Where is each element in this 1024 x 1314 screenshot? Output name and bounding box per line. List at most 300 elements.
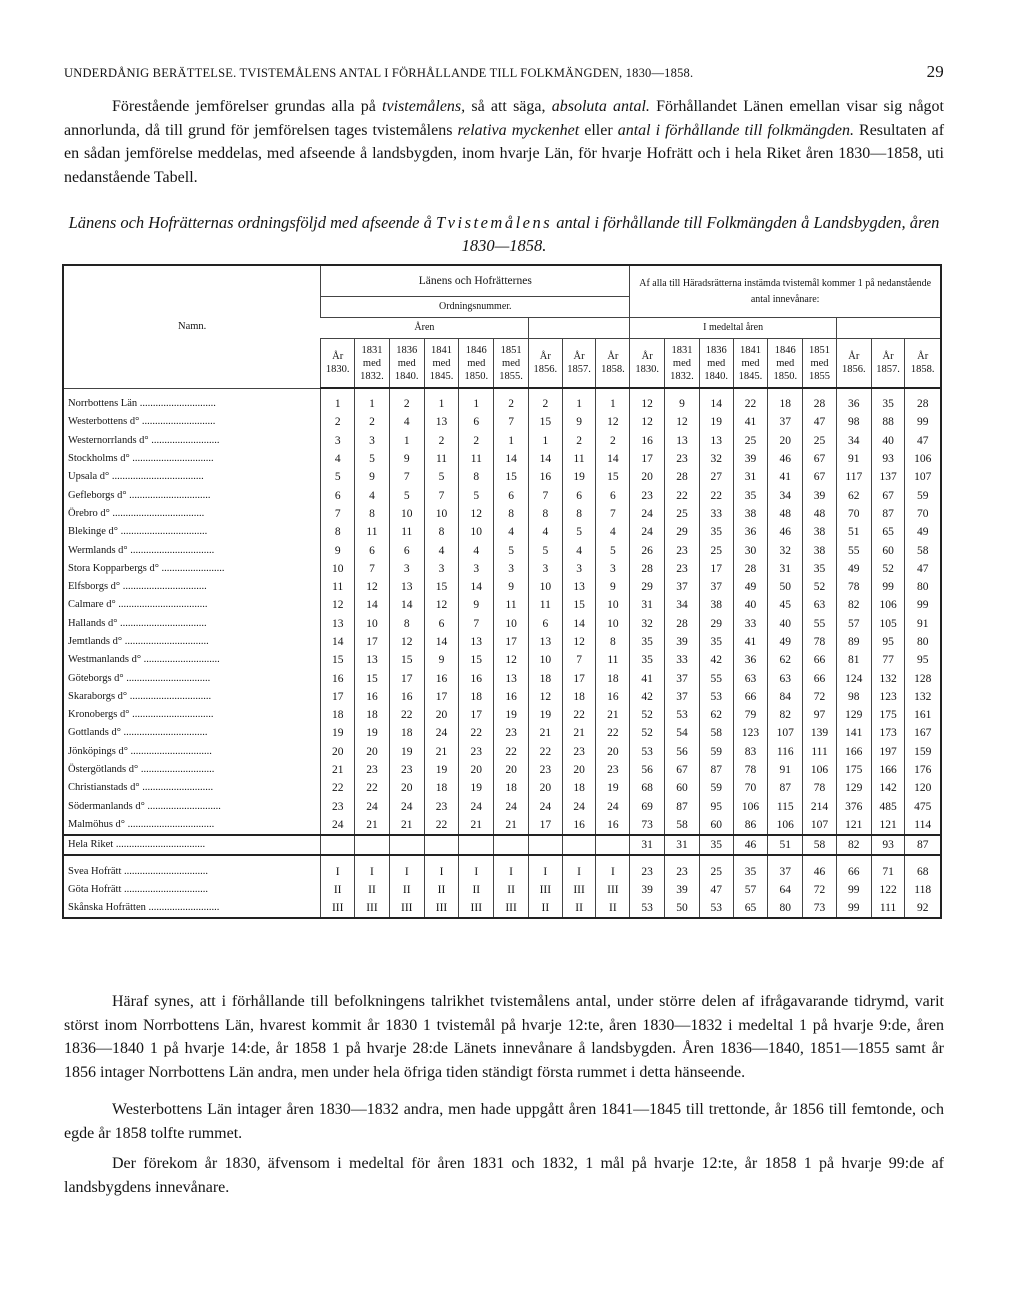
rank-cell: 12 (459, 505, 494, 523)
spacer-cell (562, 855, 596, 862)
inhabitants-cell: 81 (836, 651, 871, 669)
inhabitants-cell: 87 (768, 779, 803, 797)
rank-cell: I (459, 862, 494, 880)
inhabitants-cell: 22 (665, 486, 700, 504)
inhabitants-cell: 99 (871, 578, 905, 596)
rank-cell: III (528, 881, 562, 899)
spacer-cell (905, 855, 941, 862)
inhabitants-cell: 48 (768, 505, 803, 523)
rank-cell: 22 (355, 779, 390, 797)
rank-cell: 3 (389, 560, 424, 578)
table-row (63, 578, 941, 596)
inhabitants-cell: 116 (768, 743, 803, 761)
spacer-cell (424, 388, 459, 395)
inhabitants-cell: 32 (768, 541, 803, 559)
rank-cell: 13 (459, 633, 494, 651)
inhabitants-cell: 62 (836, 486, 871, 504)
inhabitants-cell: 141 (836, 724, 871, 742)
rank-cell: 4 (355, 486, 390, 504)
rank-cell: 21 (459, 816, 494, 835)
inhabitants-cell: 67 (871, 486, 905, 504)
rank-cell: 7 (596, 505, 630, 523)
inhabitants-cell: 23 (665, 541, 700, 559)
rank-cell: 19 (494, 706, 529, 724)
inhabitants-cell: 72 (803, 881, 837, 899)
table-row (63, 486, 941, 504)
rank-cell: 16 (459, 669, 494, 687)
table-row (63, 505, 941, 523)
inhabitants-cell: 132 (905, 688, 941, 706)
rank-cell: 24 (459, 798, 494, 816)
inhabitants-cell: 59 (905, 486, 941, 504)
inhabitants-cell: 53 (699, 899, 733, 918)
inhabitants-cell: 23 (630, 862, 665, 880)
rank-cell: 22 (321, 779, 355, 797)
rank-cell: 4 (424, 541, 459, 559)
inhabitants-cell: 41 (630, 669, 665, 687)
rank-cell: 19 (355, 724, 390, 742)
table-row (63, 761, 941, 779)
row-name: Göteborgs d° ................................ (63, 669, 321, 687)
inhabitants-cell: 52 (630, 724, 665, 742)
rank-cell: 6 (355, 541, 390, 559)
rank-cell: 7 (389, 468, 424, 486)
inhabitants-cell: 67 (803, 468, 837, 486)
rank-cell: 17 (321, 688, 355, 706)
inhabitants-cell: 39 (665, 633, 700, 651)
rank-cell: 1 (459, 395, 494, 413)
inhabitants-cell: 50 (768, 578, 803, 596)
intro-emphasis: relativa myckenhet (457, 121, 580, 139)
rank-cell: 14 (494, 450, 529, 468)
rank-cell: 11 (355, 523, 390, 541)
inhabitants-cell: 83 (733, 743, 768, 761)
inhabitants-cell: 107 (768, 724, 803, 742)
rank-cell: 20 (562, 761, 596, 779)
intro-text: så att säga, (465, 98, 552, 115)
inhabitants-cell: 38 (803, 523, 837, 541)
rank-cell: 3 (528, 560, 562, 578)
inhabitants-cell: 77 (871, 651, 905, 669)
inhabitants-cell: 17 (630, 450, 665, 468)
rank-cell: 14 (389, 596, 424, 614)
rank-cell: 22 (494, 743, 529, 761)
rank-cell: 12 (389, 633, 424, 651)
spacer-cell (494, 855, 529, 862)
rank-cell: 2 (528, 395, 562, 413)
inhabitants-cell: 41 (768, 468, 803, 486)
rank-cell: 17 (528, 816, 562, 835)
rank-cell: 5 (596, 541, 630, 559)
column-header-rank: 1846 med 1850. (459, 339, 494, 389)
rank-cell: 8 (528, 505, 562, 523)
inhabitants-cell: 47 (803, 413, 837, 431)
inhabitants-cell: 35 (699, 633, 733, 651)
rank-cell: 21 (596, 706, 630, 724)
aren-header-left-blank (528, 318, 629, 339)
rank-cell: 17 (389, 669, 424, 687)
inhabitants-cell: 31 (665, 835, 700, 855)
inhabitants-cell: 25 (699, 862, 733, 880)
caption-text: Länens och Hofrätternas ordningsföljd med afseende å (68, 213, 436, 232)
intro-emphasis: tvistemålens, (382, 98, 466, 115)
rank-cell: 11 (562, 450, 596, 468)
rank-cell: 23 (389, 761, 424, 779)
inhabitants-cell: 40 (768, 615, 803, 633)
table-row (63, 560, 941, 578)
rank-cell: III (424, 899, 459, 918)
inhabitants-cell: 13 (699, 432, 733, 450)
column-header-inhabitants: År 1857. (871, 339, 905, 389)
rank-cell: II (596, 899, 630, 918)
row-name: Westmanlands d° ............................. (63, 651, 321, 669)
intro-text: Förestående jemförelser grundas alla på (112, 98, 383, 115)
inhabitants-cell: 47 (905, 432, 941, 450)
running-head (64, 62, 944, 84)
rank-cell: 12 (321, 596, 355, 614)
inhabitants-cell: 28 (733, 560, 768, 578)
column-header-rank: År 1858. (596, 339, 630, 389)
table-row (63, 779, 941, 797)
rank-cell: 3 (321, 432, 355, 450)
inhabitants-cell: 139 (803, 724, 837, 742)
inhabitants-cell: 35 (630, 651, 665, 669)
rank-cell: 15 (596, 468, 630, 486)
inhabitants-cell: 31 (733, 468, 768, 486)
spacer-cell (733, 855, 768, 862)
row-name: Södermanlands d° ............................ (63, 798, 321, 816)
rank-cell: 11 (459, 450, 494, 468)
inhabitants-cell: 28 (803, 395, 837, 413)
rank-cell: 6 (528, 615, 562, 633)
rank-cell: 1 (494, 432, 529, 450)
rank-cell: 15 (321, 651, 355, 669)
rank-cell: 20 (321, 743, 355, 761)
rank-cell: 4 (321, 450, 355, 468)
inhabitants-cell: 58 (699, 724, 733, 742)
group-subheader-left: Ordningsnummer. (321, 297, 630, 318)
inhabitants-cell: 37 (665, 578, 700, 596)
inhabitants-cell: 37 (768, 413, 803, 431)
rank-cell: 19 (321, 724, 355, 742)
spacer-cell (699, 855, 733, 862)
rank-cell: 24 (528, 798, 562, 816)
spacer-cell (665, 855, 700, 862)
inhabitants-cell: 78 (803, 779, 837, 797)
inhabitants-cell: 121 (836, 816, 871, 835)
rank-cell: III (562, 881, 596, 899)
rank-cell: 18 (528, 669, 562, 687)
inhabitants-cell: 142 (871, 779, 905, 797)
spacer-cell (871, 388, 905, 395)
rank-cell: III (355, 899, 390, 918)
rank-cell: 11 (494, 596, 529, 614)
rank-cell: 13 (494, 669, 529, 687)
spacer-cell (630, 388, 665, 395)
spacer-cell (63, 855, 321, 862)
rank-cell: 12 (355, 578, 390, 596)
table-row (63, 432, 941, 450)
spacer-row (63, 388, 941, 395)
inhabitants-cell: 34 (665, 596, 700, 614)
inhabitants-cell: 40 (871, 432, 905, 450)
inhabitants-cell: 50 (665, 899, 700, 918)
inhabitants-cell: 59 (699, 743, 733, 761)
inhabitants-cell: 87 (871, 505, 905, 523)
inhabitants-cell: 72 (803, 688, 837, 706)
rank-cell: 14 (596, 450, 630, 468)
inhabitants-cell: 124 (836, 669, 871, 687)
table-row (63, 798, 941, 816)
table-row (63, 816, 941, 835)
rank-cell: 5 (355, 450, 390, 468)
inhabitants-cell: 22 (733, 395, 768, 413)
rank-cell: 10 (528, 651, 562, 669)
inhabitants-cell: 115 (768, 798, 803, 816)
inhabitants-cell: 16 (630, 432, 665, 450)
outro-paragraph-1 (64, 990, 944, 1084)
rank-cell: 9 (494, 578, 529, 596)
inhabitants-cell: 34 (836, 432, 871, 450)
row-name: Hallands d° ................................. (63, 615, 321, 633)
rank-cell: 10 (596, 596, 630, 614)
inhabitants-cell: 166 (836, 743, 871, 761)
rank-cell: 21 (424, 743, 459, 761)
inhabitants-cell: 34 (768, 486, 803, 504)
table-row (63, 651, 941, 669)
inhabitants-cell: 33 (665, 651, 700, 669)
rank-cell: 5 (321, 468, 355, 486)
inhabitants-cell: 53 (699, 688, 733, 706)
spacer-cell (768, 855, 803, 862)
intro-emphasis: absoluta antal. (551, 98, 650, 115)
rank-cell: 10 (596, 615, 630, 633)
rank-cell: 16 (389, 688, 424, 706)
rank-cell: 16 (562, 816, 596, 835)
inhabitants-cell: 105 (871, 615, 905, 633)
inhabitants-cell: 25 (665, 505, 700, 523)
rank-cell: 9 (389, 450, 424, 468)
column-header-rank: 1836 med 1840. (389, 339, 424, 389)
column-header-rank: År 1856. (528, 339, 562, 389)
rank-cell (562, 835, 596, 855)
inhabitants-cell: 120 (905, 779, 941, 797)
inhabitants-cell: 42 (630, 688, 665, 706)
rank-cell: 11 (321, 578, 355, 596)
rank-cell: 9 (596, 578, 630, 596)
row-name: Skaraborgs d° ............................... (63, 688, 321, 706)
rank-cell: 15 (562, 596, 596, 614)
row-name: Östergötlands d° ............................ (63, 761, 321, 779)
rank-cell: I (321, 862, 355, 880)
rank-cell: 6 (562, 486, 596, 504)
rank-cell: 14 (321, 633, 355, 651)
inhabitants-cell: 114 (905, 816, 941, 835)
inhabitants-cell: 80 (768, 899, 803, 918)
rank-cell: 10 (459, 523, 494, 541)
rank-cell: 10 (355, 615, 390, 633)
rank-cell: 6 (494, 486, 529, 504)
inhabitants-cell: 66 (803, 669, 837, 687)
row-name: Jemtlands d° ................................ (63, 633, 321, 651)
inhabitants-cell: 28 (665, 468, 700, 486)
rank-cell: 5 (459, 486, 494, 504)
rank-cell: 1 (562, 395, 596, 413)
inhabitants-cell: 47 (699, 881, 733, 899)
inhabitants-cell: 29 (630, 578, 665, 596)
rank-cell: 23 (321, 798, 355, 816)
inhabitants-cell: 95 (699, 798, 733, 816)
inhabitants-cell: 49 (905, 523, 941, 541)
rank-cell: 24 (389, 798, 424, 816)
inhabitants-cell: 63 (733, 669, 768, 687)
inhabitants-cell: 48 (803, 505, 837, 523)
column-header-name: Namn. (63, 265, 321, 388)
rank-cell: 4 (389, 413, 424, 431)
rank-cell: 3 (355, 432, 390, 450)
rank-cell: III (321, 899, 355, 918)
rank-cell: 18 (494, 779, 529, 797)
inhabitants-cell: 24 (630, 505, 665, 523)
rank-cell: 13 (424, 413, 459, 431)
row-name: Wermlands d° ................................ (63, 541, 321, 559)
rank-cell: 9 (321, 541, 355, 559)
row-name: Upsala d° ................................... (63, 468, 321, 486)
inhabitants-cell: 41 (733, 413, 768, 431)
rank-cell: 18 (321, 706, 355, 724)
inhabitants-cell: 65 (733, 899, 768, 918)
spacer-cell (836, 388, 871, 395)
rank-cell: 21 (494, 816, 529, 835)
spacer-cell (528, 855, 562, 862)
rank-cell: 2 (424, 432, 459, 450)
inhabitants-cell: 45 (768, 596, 803, 614)
rank-cell: 2 (494, 395, 529, 413)
inhabitants-cell: 29 (665, 523, 700, 541)
rank-cell: 12 (528, 688, 562, 706)
inhabitants-cell: 123 (871, 688, 905, 706)
inhabitants-cell: 37 (665, 669, 700, 687)
rank-cell: III (596, 881, 630, 899)
intro-emphasis: antal i förhållande till folkmängden. (617, 121, 854, 139)
rank-cell: 9 (459, 596, 494, 614)
inhabitants-cell: 60 (665, 779, 700, 797)
rank-cell: 4 (459, 541, 494, 559)
group-header-left: Länens och Hofrätternes (321, 265, 630, 297)
inhabitants-cell: 176 (905, 761, 941, 779)
inhabitants-cell: 46 (768, 523, 803, 541)
running-title: UNDERDÅNIG BERÄTTELSE. TVISTEMÅLENS ANTAL I FÖRHÅLLANDE TILL FOLKMÄNGDEN, 1830—1858. (64, 66, 694, 80)
inhabitants-cell: 87 (905, 835, 941, 855)
inhabitants-cell: 107 (905, 468, 941, 486)
row-name: Gottlands d° ................................ (63, 724, 321, 742)
inhabitants-cell: 159 (905, 743, 941, 761)
inhabitants-cell: 39 (733, 450, 768, 468)
table-row (63, 669, 941, 687)
row-name: Stora Kopparbergs d° ........................ (63, 560, 321, 578)
table-row-hofratt (63, 862, 941, 880)
rank-cell (321, 835, 355, 855)
spacer-cell (768, 388, 803, 395)
inhabitants-cell: 106 (905, 450, 941, 468)
rank-cell: II (528, 899, 562, 918)
inhabitants-cell: 91 (836, 450, 871, 468)
rank-cell: 3 (596, 560, 630, 578)
inhabitants-cell: 70 (836, 505, 871, 523)
inhabitants-cell: 106 (871, 596, 905, 614)
inhabitants-cell: 31 (768, 560, 803, 578)
inhabitants-cell: 24 (630, 523, 665, 541)
row-name: Elfsborgs d° ................................ (63, 578, 321, 596)
rank-cell: 4 (596, 523, 630, 541)
inhabitants-cell: 99 (836, 881, 871, 899)
inhabitants-cell: 13 (665, 432, 700, 450)
rank-cell: 24 (424, 724, 459, 742)
inhabitants-cell: 121 (871, 816, 905, 835)
inhabitants-cell: 55 (699, 669, 733, 687)
spacer-cell (836, 855, 871, 862)
rank-cell: 19 (528, 706, 562, 724)
outro-text: Der förekom år 1830, äfvensom i medeltal för åren 1831 och 1832, 1 mål på hvarje 12:te, år 1858 1 på hvarje 99:de af landsbygdens innevånare. (64, 1155, 944, 1196)
inhabitants-cell: 70 (733, 779, 768, 797)
rank-cell: 2 (389, 395, 424, 413)
rank-cell: 5 (528, 541, 562, 559)
rank-cell: 23 (459, 743, 494, 761)
inhabitants-cell: 26 (630, 541, 665, 559)
rank-cell: 8 (424, 523, 459, 541)
inhabitants-cell: 65 (871, 523, 905, 541)
rank-cell (459, 835, 494, 855)
rank-cell: I (562, 862, 596, 880)
rank-cell: 10 (494, 615, 529, 633)
rank-cell: 10 (389, 505, 424, 523)
inhabitants-cell: 95 (871, 633, 905, 651)
inhabitants-cell: 98 (836, 688, 871, 706)
rank-cell: 11 (528, 596, 562, 614)
spacer-cell (321, 388, 355, 395)
inhabitants-cell: 35 (699, 523, 733, 541)
spacer-cell (389, 855, 424, 862)
spacer-cell (424, 855, 459, 862)
row-name: Gefleborgs d° ............................... (63, 486, 321, 504)
inhabitants-cell: 37 (768, 862, 803, 880)
rank-cell: 16 (355, 688, 390, 706)
rank-cell: 23 (596, 761, 630, 779)
inhabitants-cell: 38 (803, 541, 837, 559)
inhabitants-cell: 98 (836, 413, 871, 431)
inhabitants-cell: 166 (871, 761, 905, 779)
rank-cell: 16 (528, 468, 562, 486)
rank-cell: 10 (321, 560, 355, 578)
inhabitants-cell: 106 (733, 798, 768, 816)
rank-cell: 5 (389, 486, 424, 504)
rank-cell: 1 (389, 432, 424, 450)
inhabitants-cell: 67 (665, 761, 700, 779)
inhabitants-cell: 173 (871, 724, 905, 742)
inhabitants-cell: 33 (733, 615, 768, 633)
column-header-rank: År 1830. (321, 339, 355, 389)
rank-cell: 20 (494, 761, 529, 779)
inhabitants-cell: 14 (699, 395, 733, 413)
rank-cell: 21 (528, 724, 562, 742)
rank-cell: 18 (424, 779, 459, 797)
inhabitants-cell: 23 (630, 486, 665, 504)
inhabitants-cell: 12 (630, 395, 665, 413)
rank-cell: 11 (596, 651, 630, 669)
rank-cell (355, 835, 390, 855)
inhabitants-cell: 28 (630, 560, 665, 578)
row-name: Norrbottens Län ............................. (63, 395, 321, 413)
